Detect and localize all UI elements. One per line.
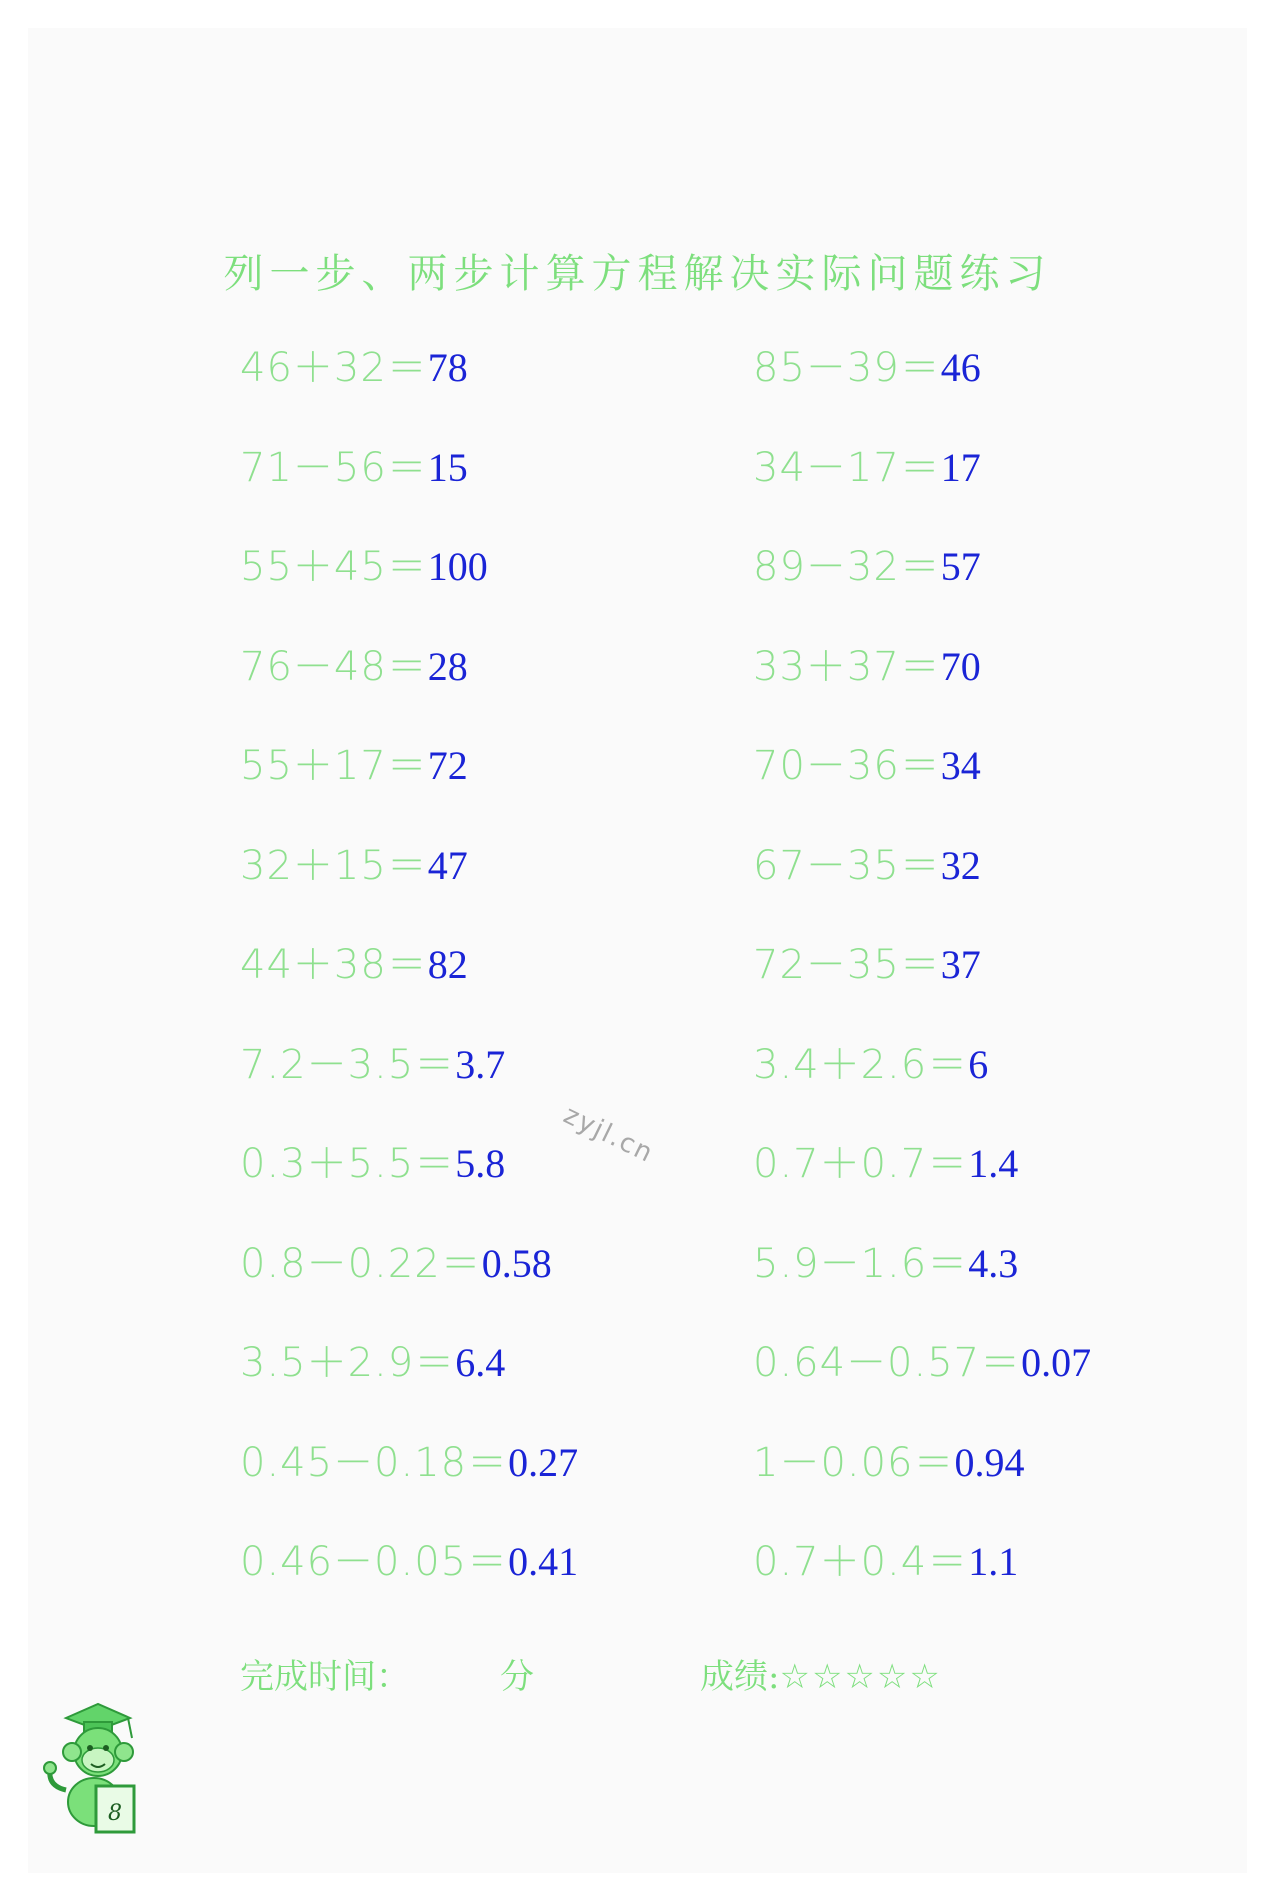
equation-row	[753, 1439, 1091, 1543]
equation-expression: 34－17＝	[753, 444, 941, 491]
equation-expression: 0.7＋0.7＝	[753, 1141, 969, 1187]
equation-row	[753, 842, 1091, 946]
equation-answer: 15	[427, 444, 468, 490]
equation-expression: 0.8－0.22＝	[240, 1240, 482, 1287]
equation-row	[753, 1240, 1091, 1344]
equation-row	[240, 1240, 578, 1344]
score-field	[700, 1649, 942, 1698]
equation-answer: 34	[940, 743, 981, 788]
equation-row	[240, 1041, 578, 1145]
equation-row	[753, 345, 1091, 448]
equation-answer: 0.07	[1021, 1340, 1092, 1385]
equation-expression: 72－35＝	[753, 942, 941, 988]
equation-row	[240, 842, 578, 946]
equation-expression: 71－56＝	[240, 444, 428, 491]
equation-row	[240, 1340, 578, 1443]
equation-answer: 32	[940, 842, 981, 888]
equation-answer: 57	[940, 544, 981, 589]
equation-expression: 55＋45＝	[240, 544, 428, 590]
equation-answer: 1.1	[968, 1539, 1019, 1584]
equation-expression: 0.3＋5.5＝	[240, 1141, 456, 1187]
equation-row	[240, 942, 578, 1045]
equation-row	[753, 444, 1091, 548]
equation-answer: 47	[427, 842, 468, 888]
equation-answer: 72	[427, 743, 468, 788]
equation-answer: 6	[968, 1041, 989, 1087]
equation-row	[240, 345, 578, 448]
equation-answer: 70	[940, 643, 981, 689]
score-label: 成绩:	[700, 1657, 780, 1697]
equation-answer: 5.8	[455, 1141, 506, 1186]
equation-row	[753, 1539, 1091, 1642]
equation-expression: 44＋38＝	[240, 942, 428, 988]
equation-expression: 3.4＋2.6＝	[753, 1041, 969, 1088]
equation-expression: 33＋37＝	[753, 643, 941, 690]
monkey-graduate-icon	[36, 1690, 156, 1840]
equation-answer: 0.94	[954, 1439, 1025, 1485]
equation-answer: 0.41	[508, 1539, 579, 1584]
equation-row	[753, 1141, 1091, 1244]
equation-expression: 67－35＝	[753, 842, 941, 889]
left-column	[240, 345, 579, 1642]
equation-row	[753, 643, 1091, 747]
equation-expression: 0.46－0.05＝	[240, 1539, 509, 1585]
equation-expression: 0.64－0.57＝	[753, 1340, 1022, 1386]
equation-row	[240, 444, 578, 548]
equation-row	[753, 544, 1091, 647]
equation-row	[240, 643, 578, 747]
completion-time-unit: 分	[500, 1657, 534, 1697]
equation-answer: 6.4	[455, 1340, 506, 1385]
equation-expression: 3.5＋2.9＝	[240, 1340, 456, 1386]
equation-expression: 70－36＝	[753, 743, 941, 789]
equation-row	[753, 1041, 1091, 1145]
equation-answer: 3.7	[455, 1041, 506, 1087]
equation-row	[753, 942, 1091, 1045]
equation-answer: 28	[427, 643, 468, 689]
equation-expression: 0.45－0.18＝	[240, 1439, 509, 1486]
equation-row	[240, 1539, 579, 1642]
equation-expression: 5.9－1.6＝	[753, 1240, 969, 1287]
equation-expression: 76－48＝	[240, 643, 428, 690]
right-column	[753, 345, 1092, 1642]
equation-expression: 89－32＝	[753, 544, 941, 590]
equation-answer: 17	[940, 444, 981, 490]
equation-row	[240, 743, 578, 846]
equation-answer: 78	[427, 345, 468, 390]
equation-answer: 82	[427, 942, 468, 987]
equation-expression: 46＋32＝	[240, 345, 428, 391]
equation-expression: 32＋15＝	[240, 842, 428, 889]
completion-time-label: 完成时间：	[240, 1657, 410, 1697]
equation-answer: 37	[940, 942, 981, 987]
equation-expression: 0.7＋0.4＝	[753, 1539, 969, 1585]
equation-answer: 0.27	[508, 1439, 579, 1485]
watermark: zyjl.cn	[558, 1100, 659, 1170]
equation-row	[753, 1340, 1092, 1443]
equation-answer: 1.4	[968, 1141, 1019, 1186]
equation-expression: 55＋17＝	[240, 743, 428, 789]
equation-answer: 4.3	[968, 1240, 1019, 1286]
equation-expression: 85－39＝	[753, 345, 941, 391]
equation-expression: 1－0.06＝	[753, 1439, 955, 1486]
equation-row	[240, 1439, 579, 1543]
score-stars: ☆☆☆☆☆	[779, 1657, 942, 1697]
equation-answer: 100	[427, 544, 488, 589]
page-title: 列一步、两步计算方程解决实际问题练习	[223, 251, 1052, 297]
equation-row	[753, 743, 1091, 846]
page-number: 8	[108, 1801, 122, 1826]
equation-answer: 46	[940, 345, 981, 390]
equation-row	[240, 544, 578, 647]
equation-answer: 0.58	[481, 1240, 552, 1286]
equation-expression: 7.2－3.5＝	[240, 1041, 456, 1088]
equation-row	[240, 1141, 578, 1244]
